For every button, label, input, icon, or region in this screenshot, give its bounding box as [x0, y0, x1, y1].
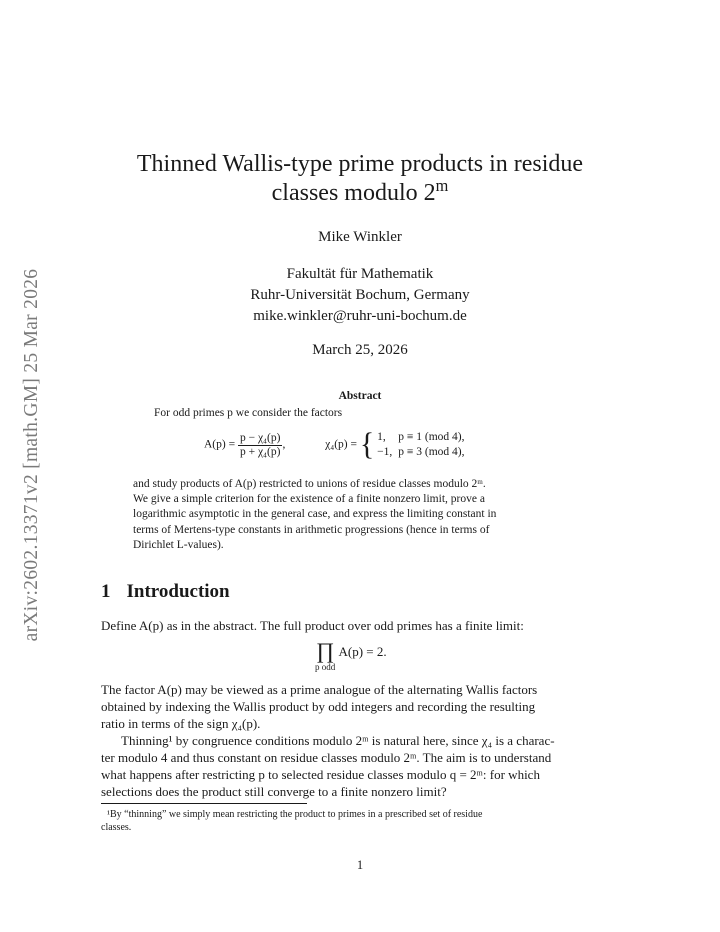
formula-chi: χ₄(p) =: [325, 438, 357, 451]
body-paragraph-3: Thinning¹ by congruence conditions modulo 2ᵐ is natural here, since χ₄ is a charac- ter modulo 4 and thus constant on residue classes modulo 2ᵐ. The aim is to understand what happens after restricting p to selected residue classes modulo q = 2ᵐ: for which selections does the product still converge to a finite nonzero limit?: [101, 733, 555, 799]
page-number: 1: [356, 858, 364, 872]
product-subscript: p odd: [315, 662, 336, 672]
abstract-formula: A(p) = $\frac{\text{p − χ₄(p)}}{\text{p + χ₄(p)}}$ , χ₄(p) = { 1, p ≡ 1 (mod 4), −1, p ≡ 3 (mod 4),: [204, 430, 470, 460]
cases-brace: {: [359, 427, 375, 462]
abstract-intro: For odd primes p we consider the factors: [154, 407, 343, 419]
title-line-1: Thinned Wallis-type prime products in residue: [136, 151, 584, 177]
abstract-line-2: We give a simple criterion for the existence of a finite nonzero limit, prove a: [133, 493, 485, 506]
abstract-line-4: terms of Mertens-type constants in arithmetic progressions (hence in terms of: [133, 523, 490, 536]
abstract-body: [133, 477, 586, 553]
body-paragraph-1: Define A(p) as in the abstract. The full product over odd primes has a finite limit:: [101, 618, 524, 633]
formula-cases: 1, p ≡ 1 (mod 4), −1, p ≡ 3 (mod 4),: [377, 431, 465, 458]
body-paragraph-2: The factor A(p) may be viewed as a prime analogue of the alternating Wallis factors obtained by indexing the Wallis product by odd integers and recording the resulting ratio in terms of the sign χ₄(p).: [101, 682, 538, 731]
product-rhs: A(p) = 2.: [338, 644, 387, 659]
footnote: ¹By “thinning” we simply mean restricting the product to primes in a prescribed set of residue classes.: [101, 809, 483, 833]
affiliation-univ: Ruhr-Universität Bochum, Germany: [250, 287, 470, 303]
abstract-heading: Abstract: [338, 390, 382, 402]
footnote-rule: [101, 803, 307, 804]
formula-fraction: $\frac{\text{p − χ₄(p)}}{\text{p + χ₄(p)}}$: [239, 431, 281, 458]
paper-title: [90, 150, 630, 208]
section-heading: 1 Introduction: [101, 581, 230, 602]
title-line-2: classes modulo 2$^m$: [271, 176, 449, 206]
paper-date: March 25, 2026: [312, 342, 408, 358]
affiliation: [90, 264, 630, 327]
product-equation: [315, 640, 387, 672]
product-symbol: ∏: [316, 638, 335, 663]
author-name: Mike Winkler: [318, 229, 402, 245]
abstract-line-5: Dirichlet L-values).: [133, 538, 224, 551]
affiliation-email: mike.winkler@ruhr-uni-bochum.de: [253, 308, 467, 324]
abstract-line-1: and study products of A(p) restricted to unions of residue classes modulo 2ᵐ.: [133, 478, 486, 490]
affiliation-dept: Fakultät für Mathematik: [286, 266, 434, 282]
abstract-line-3: logarithmic asymptotic in the general case, and express the limiting constant in: [133, 508, 497, 521]
arxiv-identifier: arXiv:2602.13371v2 [math.GM] 25 Mar 2026: [21, 268, 42, 642]
formula-lhs: A(p) =: [204, 438, 236, 451]
